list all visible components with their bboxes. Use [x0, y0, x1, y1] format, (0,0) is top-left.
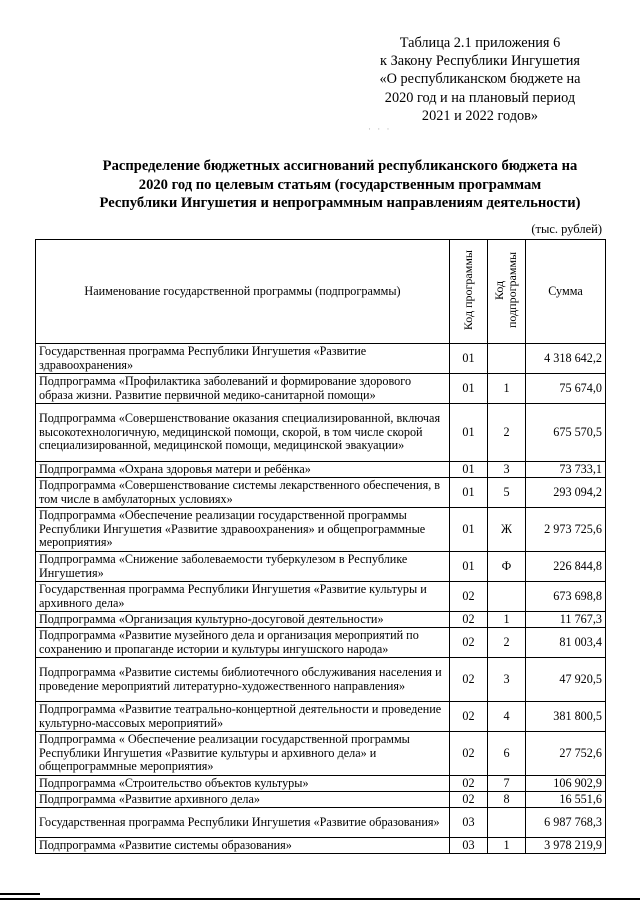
row-name: Подпрограмма «Развитие театрально-концертной деятельности и проведение культурно-массовых мероприятий» [36, 702, 450, 732]
row-program-code: 01 [450, 462, 488, 478]
row-program-code: 01 [450, 344, 488, 374]
table-row [36, 612, 606, 628]
row-program-code: 01 [450, 508, 488, 552]
table-header-row [36, 240, 606, 344]
row-sum: 2 973 725,6 [526, 508, 606, 552]
title-line: Распределение бюджетных ассигнований республиканского бюджета на [102, 158, 578, 174]
row-subprogram-code: 7 [488, 776, 526, 792]
title-line: 2020 год по целевым статьям (государственным программам [138, 176, 542, 193]
row-subprogram-code [488, 344, 526, 374]
row-subprogram-code: Ф [488, 552, 526, 582]
row-sum: 673 698,8 [526, 582, 606, 612]
row-name: Государственная программа Республики Ингушетия «Развитие культуры и архивного дела» [36, 582, 450, 612]
row-subprogram-code [488, 808, 526, 838]
row-sum: 293 094,2 [526, 478, 606, 508]
row-program-code: 02 [450, 792, 488, 808]
row-subprogram-code: 8 [488, 792, 526, 808]
row-sum: 3 978 219,9 [526, 838, 606, 854]
row-program-code: 01 [450, 374, 488, 404]
row-name: Подпрограмма «Строительство объектов культуры» [36, 776, 450, 792]
row-name: Подпрограмма «Обеспечение реализации государственной программы Республики Ингушетия «Развитие здравоохранения» и общепрограммные мероприятия» [36, 508, 450, 552]
row-sum: 675 570,5 [526, 404, 606, 462]
row-subprogram-code: 1 [488, 374, 526, 404]
row-sum: 81 003,4 [526, 628, 606, 658]
scan-noise: · · · [368, 124, 392, 134]
appendix-line: Таблица 2.1 приложения 6 [399, 35, 561, 51]
row-subprogram-code: 1 [488, 612, 526, 628]
row-name: Подпрограмма «Совершенствование системы лекарственного обеспечения, в том числе в амбулаторных условиях» [36, 478, 450, 508]
row-sum: 6 987 768,3 [526, 808, 606, 838]
table-row [36, 374, 606, 404]
appendix-header [360, 34, 600, 125]
row-subprogram-code: 2 [488, 404, 526, 462]
table-body [36, 344, 606, 854]
row-subprogram-code: 2 [488, 628, 526, 658]
row-sum: 47 920,5 [526, 658, 606, 702]
budget-table [35, 239, 606, 854]
appendix-line: к Закону Республики Ингушетия [380, 53, 580, 70]
row-program-code: 01 [450, 552, 488, 582]
row-name: Подпрограмма «Развитие музейного дела и организация мероприятий по сохранению и пропаганде истории и культуры ингушского народа» [36, 628, 450, 658]
row-name: Подпрограмма «Охрана здоровья матери и ребёнка» [36, 462, 450, 478]
header-name: Наименование государственной программы (подпрограммы) [36, 240, 450, 344]
row-name: Подпрограмма «Развитие архивного дела» [36, 792, 450, 808]
header-program-code [450, 240, 488, 344]
row-name: Подпрограмма «Развитие системы образования» [36, 838, 450, 854]
row-subprogram-code: 3 [488, 658, 526, 702]
row-name: Подпрограмма «Профилактика заболеваний и формирование здорового образа жизни. Развитие первичной медико-санитарной помощи» [36, 374, 450, 404]
table-row [36, 582, 606, 612]
row-program-code: 02 [450, 732, 488, 776]
row-subprogram-code: 6 [488, 732, 526, 776]
table-row [36, 508, 606, 552]
document-title [60, 157, 620, 213]
table-row [36, 404, 606, 462]
row-program-code: 02 [450, 628, 488, 658]
header-program-code-label: Код программы [461, 249, 475, 330]
header-sum: Сумма [526, 240, 606, 344]
appendix-line: 2020 год и на плановый период [384, 89, 576, 106]
row-sum: 11 767,3 [526, 612, 606, 628]
row-sum: 4 318 642,2 [526, 344, 606, 374]
row-subprogram-code: 1 [488, 838, 526, 854]
table-row [36, 344, 606, 374]
row-sum: 27 752,6 [526, 732, 606, 776]
table-row [36, 792, 606, 808]
row-name: Подпрограмма «Развитие системы библиотечного обслуживания населения и проведение мероприятий литературно-художественного направления» [36, 658, 450, 702]
table-row [36, 702, 606, 732]
row-name: Подпрограмма «Совершенствование оказания специализированной, включая высокотехнологичную, медицинской помощи, скорой, в том числе скорой специализированной, медицинской помощи, медицинской эвакуации» [36, 404, 450, 462]
row-program-code: 01 [450, 478, 488, 508]
table-row [36, 776, 606, 792]
table-row [36, 732, 606, 776]
table-row [36, 552, 606, 582]
row-sum: 73 733,1 [526, 462, 606, 478]
title-line: Республики Ингушетия и непрограммным направлениям деятельности) [99, 195, 581, 212]
row-subprogram-code: 3 [488, 462, 526, 478]
appendix-line: «О республиканском бюджете на [379, 71, 581, 88]
row-name: Подпрограмма « Обеспечение реализации государственной программы Республики Ингушетия «Развитие культуры и архивного дела» и общепрограммные мероприятия» [36, 732, 450, 776]
row-sum: 381 800,5 [526, 702, 606, 732]
appendix-line: 2021 и 2022 годов» [421, 107, 539, 124]
row-sum: 226 844,8 [526, 552, 606, 582]
row-program-code: 03 [450, 838, 488, 854]
row-subprogram-code: Ж [488, 508, 526, 552]
row-program-code: 01 [450, 404, 488, 462]
row-name: Подпрограмма «Снижение заболеваемости туберкулезом в Республике Ингушетия» [36, 552, 450, 582]
row-sum: 75 674,0 [526, 374, 606, 404]
row-program-code: 02 [450, 612, 488, 628]
table-row [36, 838, 606, 854]
row-sum: 106 902,9 [526, 776, 606, 792]
table-row [36, 628, 606, 658]
table-row [36, 658, 606, 702]
page-edge-mark [0, 893, 40, 895]
page-bottom-rule [0, 898, 640, 900]
row-sum: 16 551,6 [526, 792, 606, 808]
row-program-code: 02 [450, 582, 488, 612]
header-subprogram-code-label: Код подпрограммы [491, 251, 519, 328]
table-row [36, 808, 606, 838]
table-row [36, 478, 606, 508]
row-program-code: 02 [450, 658, 488, 702]
table-row [36, 462, 606, 478]
row-subprogram-code: 4 [488, 702, 526, 732]
row-name: Подпрограмма «Организация культурно-досуговой деятельности» [36, 612, 450, 628]
units-label: (тыс. рублей) [531, 222, 602, 236]
row-name: Государственная программа Республики Ингушетия «Развитие здравоохранения» [36, 344, 450, 374]
header-subprogram-code [488, 240, 526, 344]
row-program-code: 03 [450, 808, 488, 838]
row-subprogram-code: 5 [488, 478, 526, 508]
row-name: Государственная программа Республики Ингушетия «Развитие образования» [36, 808, 450, 838]
row-program-code: 02 [450, 776, 488, 792]
row-program-code: 02 [450, 702, 488, 732]
row-subprogram-code [488, 582, 526, 612]
